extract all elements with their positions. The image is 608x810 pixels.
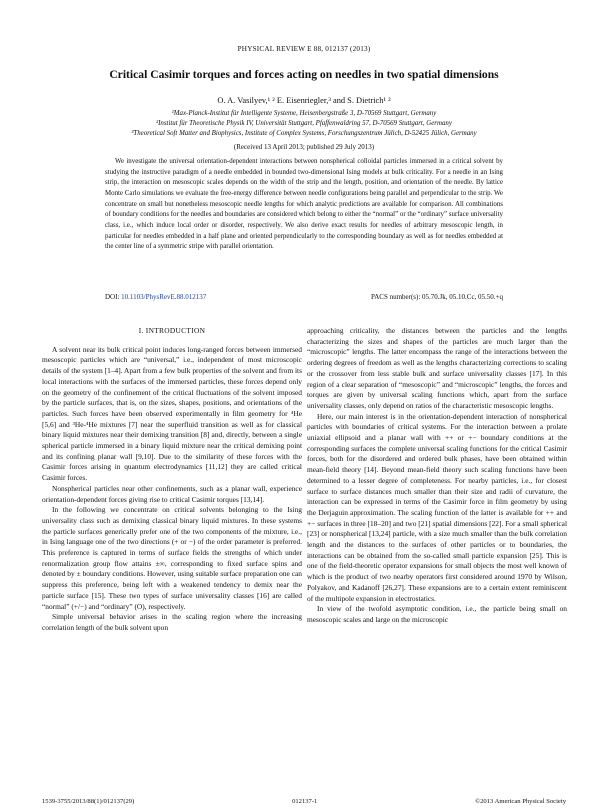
paper-title: Critical Casimir torques and forces acting on needles in two spatial dimensions: [109, 68, 499, 81]
paragraph: Here, our main interest is in the orientation-dependent interaction of nonspherical particles with boundaries of critical systems. For the interaction between a prolate uniaxial ellipsoid and a planar wall with ++ or +− boundary conditions at the corresponding surfaces the complete universal scaling functions for the critical Casimir forces, both for the disordered and ordered bulk phases, have been obtained within mean-field theory [14]. Beyond mean-field theory such scaling functions have been determined to a lesser degree of completeness. For nearby particles, i.e., for closest surface to surface distances much smaller than their size and radii of curvature, the interaction can be expressed in terms of the Casimir force in film geometry by using the Derjaguin approximation. The scaling function of the latter is available for ++ and +− surfaces in three [18–20] and two [21] spatial dimensions [22]. For a small spherical [23] or nonspherical [13,24] particle, with a size much smaller than the bulk correlation length and the distances to the surfaces of other particles or to boundaries, the interactions can be obtained from the so-called small particle expansion [25]. This is one of the field-theoretic operator expansions for small objects the most well known of which is the product of two nearby operators first considered around 1970 by Wilson, Polyakov, and Kadanoff [26,27]. These expansions are to a certain extent reminiscent of the multipole expansion in electrostatics.: [307, 411, 567, 603]
paragraph: approaching criticality, the distances between the particles and the lengths characterizing the sizes and shapes of the particles are much larger than the “microscopic” lengths. The latter encompass the range of the interactions between the ordering degrees of freedom as well as the lengths characterizing corrections to scaling or the crossover from less stable bulk and surface universality classes [17]. In this region of a clear separation of “mesoscopic” and “microscopic” lengths, the forces and torques are given by universal scaling functions which, apart from the surface universality classes, only depend on ratios of the characteristic mesoscopic lengths.: [307, 326, 567, 410]
abstract: We investigate the universal orientation-dependent interactions between nonspherical colloidal particles immersed in a critical solvent by studying the instructive paradigm of a needle embedded in bounded two-dimensional Ising models at bulk criticality. For a needle in an Ising strip, the interaction on mesoscopic scales depends on the width of the strip and the length, position, and orientation of the needle. By lattice Monte Carlo simulations we evaluate the free-energy difference between needle configurations being parallel and perpendicular to the strip. We concentrate on small but nonetheless mesoscopic needle lengths for which analytic predictions are available for comparison. All combinations of boundary conditions for the needles and boundaries are considered which belong to either the “normal” or the “ordinary” surface universality class, i.e., which induce local order or disorder, respectively. We also derive exact results for needles of arbitrary mesoscopic length, in particular for needles embedded in a half plane and oriented perpendicularly to the corresponding boundary as well as for needles embedded at the center line of a symmetric stripe with parallel orientation.: [105, 158, 503, 251]
page-footer: [42, 798, 566, 805]
footer-page-number: 012137-1: [292, 798, 318, 805]
footer-issn: 1539-3755/2013/88(1)/012137(29): [42, 798, 135, 805]
received-dates: (Received 13 April 2013; published 29 July 2013): [233, 143, 375, 151]
affiliation-2: ²Institut für Theoretische Physik IV, Universität Stuttgart, Pfaffenwaldring 57, D-70569 Stuttgart, Germany: [156, 120, 452, 127]
footer-copyright: ©2013 American Physical Society: [475, 798, 566, 805]
section-title: I. INTRODUCTION: [138, 326, 206, 335]
paragraph: In the following we concentrate on critical solvents belonging to the Ising universality class such as demixing classical binary liquid mixtures. In these systems the particle surfaces generically prefer one of the two components of the mixture, i.e., in Ising language one of the two directions (+ or −) of the order parameter is preferred. This preference is captured in terms of surface fields the strengths of which under renormalization group flow attains ±∞, corresponding to fixed surface spins and denoted by ± boundary conditions. However, using suitable surface preparation one can suppress this preference, being left with a weakened tendency to demix near the particle surface [15]. These two types of surface universality classes [16] are called “normal” (+/−) and “ordinary” (O), respectively.: [42, 505, 302, 611]
paragraph: Nonspherical particles near other confinements, such as a planar wall, experience orientation-dependent forces giving rise to critical Casimir torques [13,14].: [42, 483, 302, 504]
doi: [105, 293, 206, 301]
doi-line: [105, 293, 503, 301]
author-list: O. A. Vasilyev,¹ ² E. Eisenriegler,³ and S. Dietrich¹ ²: [217, 96, 391, 105]
affiliation-3: ³Theoretical Soft Matter and Biophysics, Institute of Complex Systems, Forschungszentrum Jülich, D-52425 Jülich, Germany: [131, 130, 477, 137]
affiliation-1: ¹Max-Planck-Institut für Intelligente Systeme, Heisenbergstraße 3, D-70569 Stuttgart, Germany: [171, 110, 437, 117]
right-column: [307, 326, 567, 626]
left-column: [42, 326, 302, 634]
pacs-numbers: PACS number(s): 05.70.Jk, 05.10.Cc, 05.50.+q: [370, 293, 503, 301]
paragraph: In view of the twofold asymptotic condition, i.e., the particle being small on mesoscopic scales and large on the microscopic: [307, 604, 567, 624]
doi-label: DOI:: [105, 293, 120, 301]
paragraph: Simple universal behavior arises in the scaling region where the increasing correlation length of the bulk solvent upon: [42, 612, 302, 632]
paragraph: A solvent near its bulk critical point induces long-ranged forces between immersed mesoscopic particles which are “universal,” i.e., independent of most microscopic details of the system [1–4]. Apart from a few bulk properties of the solvent and from its local interactions with the surfaces of the immersed particles, these forces depend only on the geometry of the confinement of the critical fluctuations of the solvent imposed by the particle surfaces, that is, on the sizes, shapes, positions, and orientations of the particles. Such forces have been observed experimentally in film geometry for ⁴He [5,6] and ³He-⁴He mixtures [7] near the superfluid transition as well as for classical binary liquid mixtures near their demixing transition [8] and, directly, between a single spherical particle immersed in a binary liquid mixture near the critical demixing point and its confining planar wall [9,10]. Due to the similarity of these forces with the Casimir forces arising in quantum electrodynamics [11,12] they are called critical Casimir forces.: [42, 344, 302, 483]
doi-link[interactable]: 10.1103/PhysRevE.88.012137: [121, 293, 207, 301]
journal-header: PHYSICAL REVIEW E 88, 012137 (2013): [237, 45, 371, 53]
